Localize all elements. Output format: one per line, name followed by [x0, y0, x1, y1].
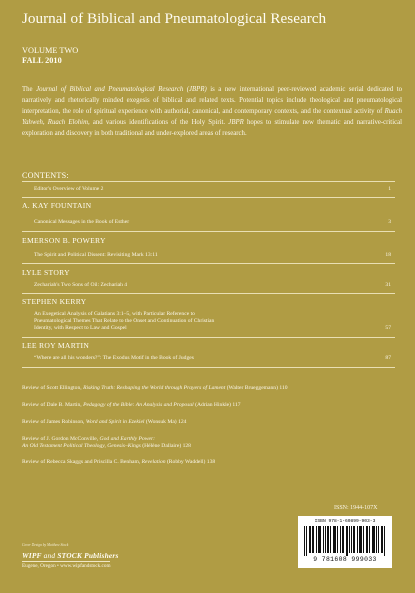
- review-text: Review of J. Gordon McConville,: [22, 436, 100, 442]
- barcode-bar: [346, 526, 347, 556]
- author-name: STEPHEN KERRY: [22, 297, 87, 306]
- page-number: 18: [385, 252, 391, 258]
- review-item: [22, 419, 402, 426]
- barcode-bar: [319, 526, 320, 553]
- divider: [22, 337, 395, 338]
- review-book-title: Word and Spirit in Ezekiel: [85, 419, 145, 425]
- barcode-bar: [316, 526, 317, 553]
- review-item: [22, 459, 402, 466]
- cover-credit: Cover Design by Matthew Stock: [22, 543, 69, 547]
- barcode-bar: [366, 526, 367, 553]
- barcode-bar: [372, 526, 373, 553]
- article-title: The Spirit and Political Dissent: Revisiting Mark 13:11: [34, 252, 158, 258]
- review-text: (Robby Waddell) 138: [165, 459, 216, 465]
- season-label: FALL 2010: [22, 56, 62, 65]
- review-book-title: An Old Testament Political Theology, Genesis–Kings: [22, 443, 141, 449]
- ean-digits: [298, 556, 392, 563]
- barcode-bars: [304, 526, 386, 556]
- publisher-logo: [22, 551, 119, 560]
- barcode-bar: [325, 526, 326, 553]
- intro-abbr: JBPR: [228, 119, 244, 126]
- divider: [22, 231, 395, 232]
- barcode-bar: [310, 526, 311, 553]
- barcode-bar: [361, 526, 362, 553]
- barcode-bar: [360, 526, 361, 553]
- barcode-bar: [376, 526, 377, 553]
- intro-text: hopes to stimulate new thematic and narrative-critical exploration and discovery in both traditional and under-explored areas of research.: [22, 119, 402, 137]
- publisher-location: Eugene, Oregon • www.wipfandstock.com: [22, 563, 111, 569]
- ean-left-digits: 781608: [321, 556, 348, 563]
- review-text: Review of Rebecca Skaggs and Priscilla C. Benham,: [22, 459, 142, 465]
- barcode-bar: [367, 526, 368, 553]
- barcode-bar: [381, 526, 382, 553]
- review-book-title: Risking Truth: Reshaping the World through Prayers of Lament: [83, 385, 226, 391]
- barcode-bar: [330, 526, 331, 553]
- author-name: LEE ROY MARTIN: [22, 341, 90, 350]
- barcode-bar: [374, 526, 375, 553]
- page-number: 31: [385, 282, 391, 288]
- barcode-bar: [353, 526, 354, 553]
- journal-title: Journal of Biblical and Pneumatological Research: [22, 10, 327, 27]
- author-name: A. KAY FOUNTAIN: [22, 201, 92, 210]
- article-title: Canonical Messages in the Book of Esther: [34, 219, 130, 225]
- barcode-bar: [363, 526, 364, 553]
- barcode-bar: [378, 526, 379, 553]
- article-title: “Where are all his wonders?”: The Exodus Motif in the Book of Judges: [34, 355, 194, 361]
- barcode-bar: [343, 526, 344, 553]
- review-text: Review of Dale B. Martin,: [22, 402, 84, 408]
- author-name: LYLE STORY: [22, 268, 70, 277]
- barcode-bar: [333, 526, 334, 553]
- barcode-bar: [313, 526, 314, 553]
- contents-heading: CONTENTS:: [22, 171, 69, 180]
- review-book-title: Revelation: [141, 459, 166, 465]
- page-number: 3: [388, 219, 391, 225]
- barcode-bar: [357, 526, 358, 553]
- publisher-name-and: and: [43, 551, 56, 560]
- title-line: Pneumatological Themes That Relate to the Onset and Continuation of Christian: [34, 318, 215, 324]
- publisher-rule: [22, 561, 110, 562]
- page-number: 87: [385, 355, 391, 361]
- barcode-bar: [327, 526, 328, 553]
- barcode-bar: [347, 526, 348, 556]
- divider: [22, 367, 395, 368]
- barcode-bar: [328, 526, 329, 553]
- issn-label: ISSN: 1944-107X: [334, 505, 378, 511]
- barcode-bar: [342, 526, 343, 553]
- page-number: 57: [385, 325, 391, 331]
- page-number: 1: [388, 186, 391, 192]
- barcode-bar: [312, 526, 313, 553]
- divider: [22, 293, 395, 294]
- intro-journal-name: Journal of Biblical and Pneumatological Research (JBPR): [36, 86, 207, 93]
- review-text: Review of James Robinson,: [22, 419, 86, 425]
- barcode-bar: [382, 526, 383, 553]
- article-title: [34, 311, 334, 332]
- barcode-bar: [334, 526, 335, 553]
- review-text: (Wonsuk Ma) 124: [144, 419, 187, 425]
- title-line: An Exegetical Analysis of Galatians 3:1–5, with Particular Reference to: [34, 311, 195, 317]
- barcode-bar: [304, 526, 305, 556]
- review-item: [22, 385, 402, 392]
- barcode: [298, 516, 392, 568]
- publisher-name-a: WIPF: [22, 551, 42, 560]
- intro-paragraph: [22, 84, 402, 139]
- intro-text: The: [22, 86, 37, 93]
- article-title: Zechariah's Two Sons of Oil: Zechariah 4: [34, 282, 128, 288]
- review-text: Review of Scott Ellington,: [22, 385, 84, 391]
- barcode-bar: [369, 526, 370, 553]
- divider: [22, 263, 395, 264]
- barcode-bar: [309, 526, 310, 553]
- intro-text: and various identifications of the Holy Spirit.: [89, 119, 229, 126]
- divider: [22, 181, 395, 182]
- barcode-bar: [323, 526, 324, 553]
- intro-text: is a new international peer-reviewed academic serial dedicated to narratively and rhetorically minded exegesis of biblical and related texts. Potential topics include theological and pneumatological interpretation, the role of spiritual experience with authorial, canonical, and contemporary contexts, and the contextual activity of: [22, 86, 402, 115]
- review-book-title: Pedagogy of the Bible: An Analysis and Proposal: [83, 402, 194, 408]
- author-name: EMERSON B. POWERY: [22, 236, 106, 245]
- ean-first-digit: 9: [313, 556, 318, 563]
- review-item: [22, 436, 402, 450]
- barcode-bar: [373, 526, 374, 553]
- publisher-name-b: STOCK Publishers: [57, 551, 119, 560]
- intro-terms: Ruach Yahweh, Ruach Elohim,: [22, 108, 402, 126]
- review-text: (Adrian Hinkle) 117: [193, 402, 241, 408]
- title-line: Identity, with Respect to Law and Gospel: [34, 325, 127, 331]
- article-title: Editor's Overview of Volume 2: [34, 186, 104, 192]
- barcode-bar: [351, 526, 352, 553]
- review-book-title: God and Earthly Power:: [99, 436, 155, 442]
- isbn-text: ISBN 978-1-60899-903-3: [314, 519, 376, 524]
- review-item: [22, 402, 402, 409]
- ean-right-digits: 999033: [351, 556, 377, 563]
- barcode-bar: [359, 526, 360, 553]
- barcode-bar: [349, 526, 350, 553]
- review-text: (Walter Brueggemann) 110: [225, 385, 288, 391]
- barcode-bar: [335, 526, 336, 553]
- barcode-bar: [320, 526, 321, 553]
- barcode-bar: [340, 526, 341, 553]
- barcode-bar: [337, 526, 338, 553]
- barcode-bar: [384, 526, 385, 556]
- barcode-bar: [354, 526, 355, 553]
- barcode-bar: [306, 526, 307, 556]
- barcode-bar: [318, 526, 319, 553]
- volume-label: VOLUME TWO: [22, 46, 79, 55]
- review-text: (Hélène Dallaire) 128: [140, 443, 191, 449]
- divider: [22, 197, 395, 198]
